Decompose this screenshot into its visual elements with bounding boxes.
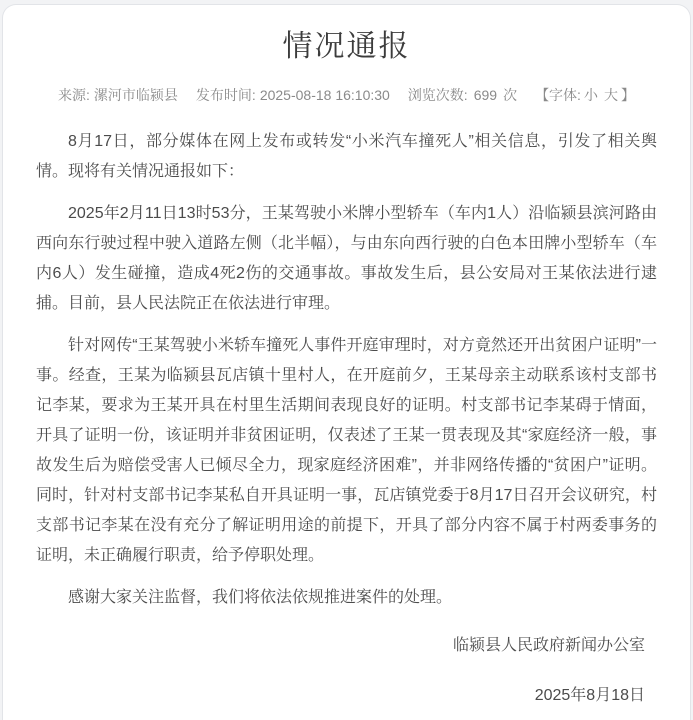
meta-source-value: 漯河市临颍县: [93, 87, 178, 103]
notice-paragraph: 8月17日，部分媒体在网上发布或转发“小米汽车撞死人”相关信息，引发了相关舆情。现将有关情况通报如下：: [36, 133, 657, 180]
meta-source-label: 来源:: [58, 87, 90, 103]
notice-paragraph: 2025年2月11日13时53分，王某驾驶小米牌小型轿车（车内1人）沿临颍县滨河路由西向东行驶过程中驶入道路左侧（北半幅），与由东向西行驶的白色本田牌小型轿车（车内6人）发生碰撞，造成4死2伤的交通事故。事故发生后，县公安局对王某依法进行逮捕。目前，县人民法院正在依法进行审理。: [36, 205, 657, 312]
meta-bar: [3, 85, 690, 105]
meta-views-unit: 次: [503, 87, 518, 103]
notice-date: 2025年8月18日: [534, 687, 645, 704]
signature: 临颍县人民政府新闻办公室: [452, 637, 645, 654]
page-title: 情况通报: [282, 30, 411, 63]
notice-paragraph: 感谢大家关注监督，我们将依法依规推进案件的处理。: [68, 589, 453, 606]
meta-publish-label: 发布时间:: [195, 87, 256, 103]
font-size-control: [535, 85, 635, 105]
meta-publish-value: 2025-08-18 16:10:30: [259, 87, 390, 103]
meta-view-count: [408, 85, 517, 105]
notice-paragraph: 针对网传“王某驾驶小米轿车撞死人事件开庭审理时，对方竟然还开出贫困户证明”一事。经查，王某为临颍县瓦店镇十里村人，在开庭前夕，王某母亲主动联系该村支部书记李某，要求为王某开具在村里生活期间表现良好的证明。村支部书记李某碍于情面，开具了证明一份，该证明并非贫困证明，仅表述了王某一贯表现及其“家庭经济一般，事故发生后为赔偿受害人已倾尽全力，现家庭经济困难”，并非网络传播的“贫困户”证明。同时，针对村支部书记李某私自开具证明一事，瓦店镇党委于8月17日召开会议研究，村支部书记李某在没有充分了解证明用途的前提下，开具了部分内容不属于村两委事务的证明，未正确履行职责，给予停职处理。: [36, 337, 657, 564]
font-control-close-bracket: 】: [620, 87, 635, 103]
meta-source: [58, 85, 178, 105]
meta-views-value: 699: [473, 87, 498, 103]
font-size-small-button[interactable]: 小: [583, 87, 598, 103]
font-control-open-bracket: 【字体:: [535, 87, 581, 103]
meta-views-label: 浏览次数:: [407, 87, 468, 103]
notice-body: [3, 105, 690, 613]
signature-block: [3, 631, 690, 711]
notice-card: [2, 4, 691, 720]
font-size-large-button[interactable]: 大: [603, 87, 618, 103]
meta-publish-time: [196, 85, 390, 105]
